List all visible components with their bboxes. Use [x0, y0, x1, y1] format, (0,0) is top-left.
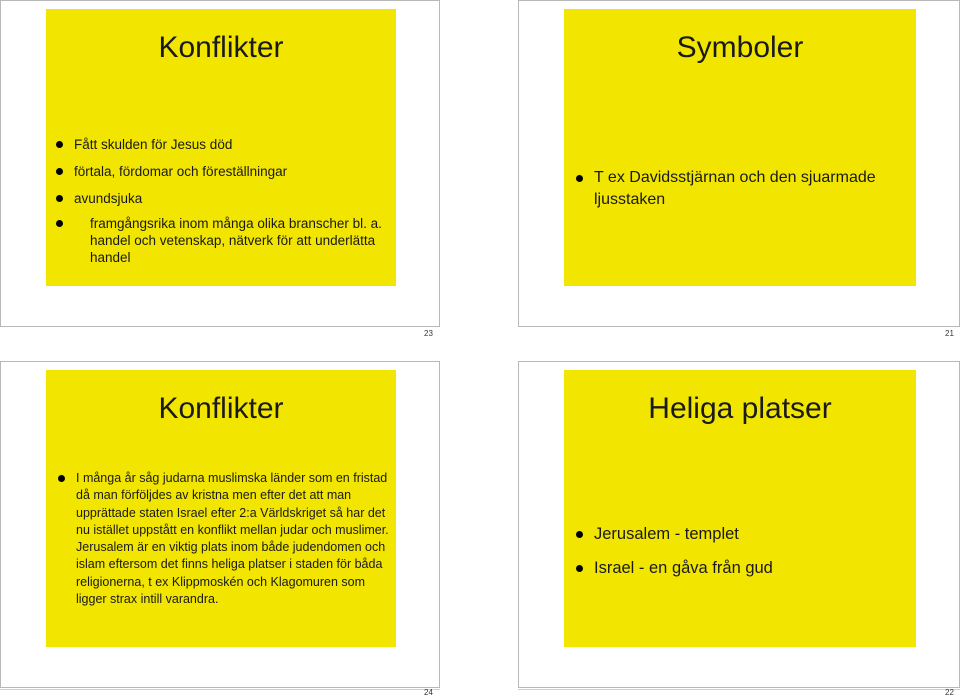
slide-bottom-right — [564, 370, 916, 647]
slide-bottom-left — [46, 370, 396, 647]
bullet-list — [56, 470, 394, 608]
slide-top-left — [46, 9, 396, 286]
bullet-item: avundsjuka — [54, 190, 394, 207]
slide-title: Heliga platser — [648, 392, 832, 425]
bullet-item: Israel - en gåva från gud — [574, 557, 894, 579]
bullet-item: I många år såg judarna muslimska länder som en fristad då man förföljdes av kristna men efter det att man upprättade staten Israel efter 2:a Världskriget så har det nu istället uppstått en konflikt mellan judar och muslimer. Jerusalem är en viktig plats inom både judendomen och islam eftersom det finns heliga platser i staden för båda religionerna, t ex Klippmoskén och Klagomuren som ligger strax intill varandra. — [56, 470, 394, 608]
slide-top-right — [564, 9, 916, 286]
page-number: 21 — [945, 329, 954, 338]
bullet-item: Jerusalem - templet — [574, 523, 894, 545]
bullet-item: framgångsrika inom många olika branscher bl. a. handel och vetenskap, nätverk för att underlätta handel — [54, 215, 394, 266]
page-separator — [0, 689, 440, 690]
slide-title: Konflikter — [158, 31, 284, 64]
slide-title: Konflikter — [158, 392, 284, 425]
bullet-list — [574, 167, 894, 211]
page-number: 22 — [945, 688, 954, 697]
page-separator — [518, 689, 960, 690]
slide-title: Symboler — [676, 31, 804, 64]
bullet-item: T ex Davidsstjärnan och den sjuarmade ljusstaken — [574, 167, 894, 211]
bullet-item: förtala, fördomar och föreställningar — [54, 163, 394, 180]
page-number: 23 — [424, 329, 433, 338]
page-number: 24 — [424, 688, 433, 697]
bullet-list — [574, 523, 894, 579]
bullet-item: Fått skulden för Jesus död — [54, 136, 394, 153]
bullet-list — [54, 136, 394, 266]
